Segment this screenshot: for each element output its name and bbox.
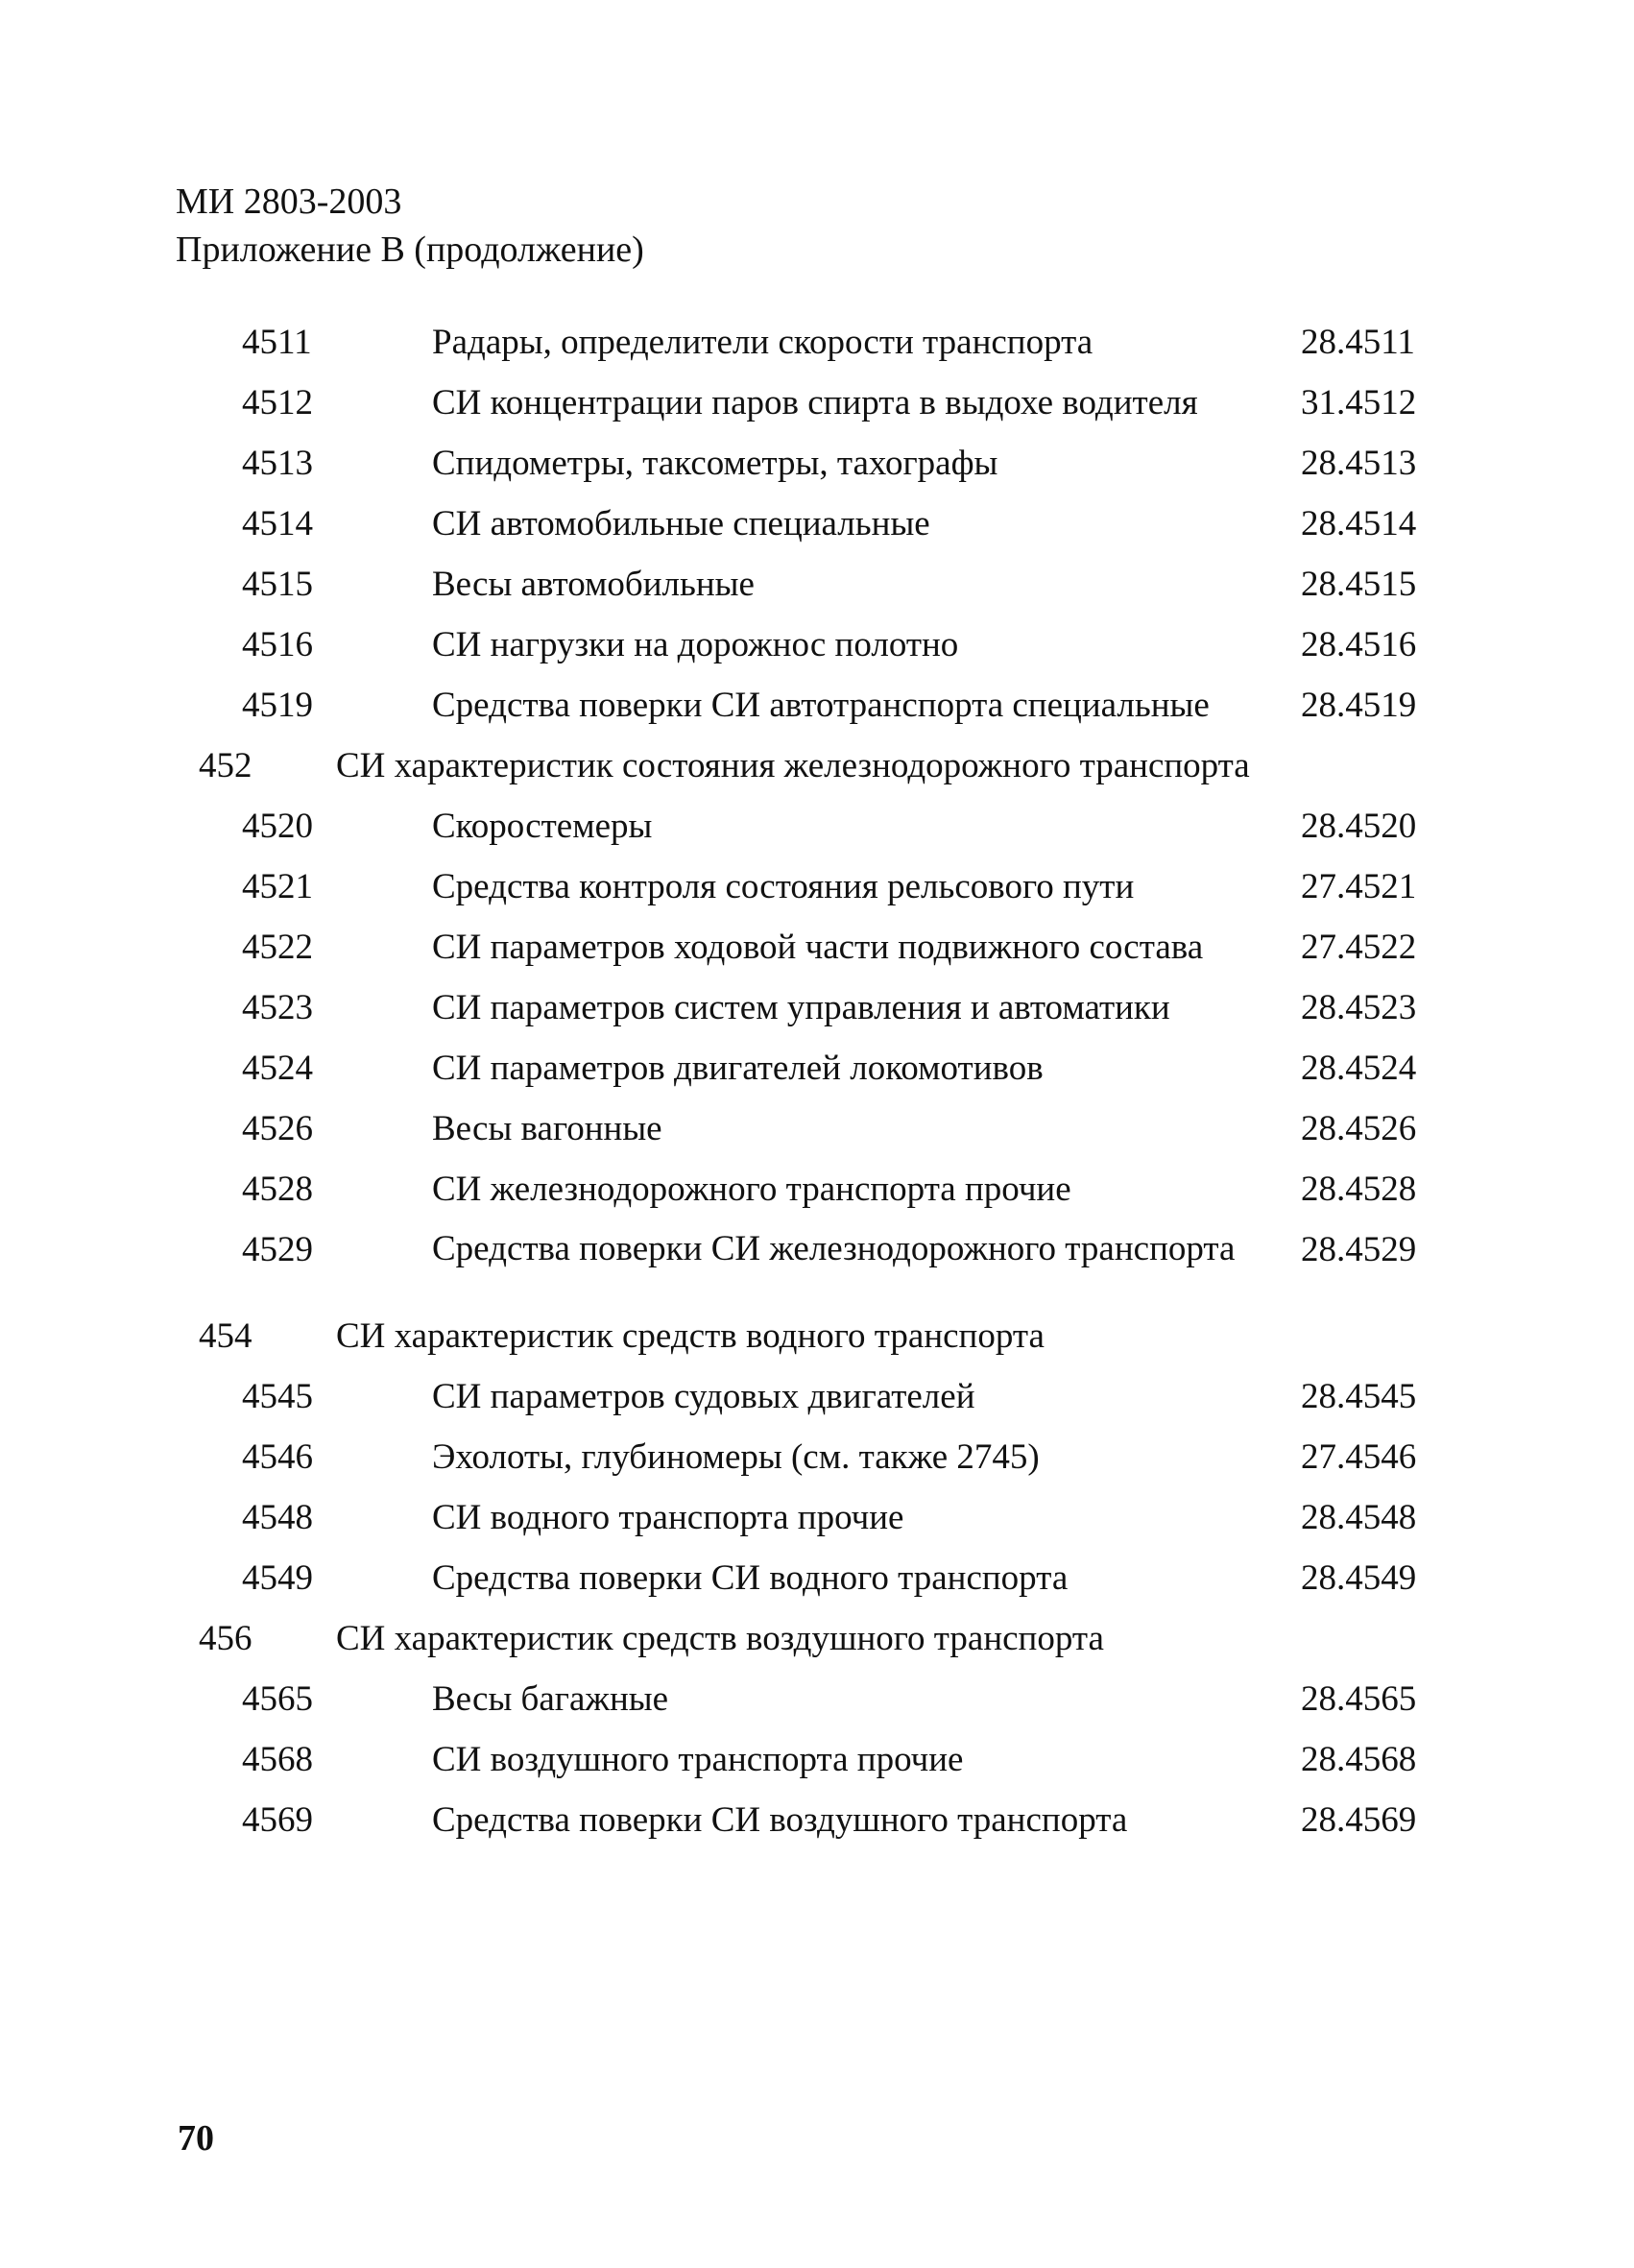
row-code: 4511 (242, 323, 312, 362)
row-name: СИ воздушного транспорта прочие (432, 1740, 964, 1779)
document-id: МИ 2803-2003 (176, 181, 402, 222)
group-code: 454 (199, 1316, 252, 1356)
row-code: 4524 (242, 1049, 313, 1088)
row-ref: 28.4569 (1301, 1800, 1417, 1840)
row-name: СИ автомобильные специальные (432, 504, 930, 543)
row-ref: 27.4546 (1301, 1437, 1417, 1477)
table-row (0, 554, 1634, 615)
group-name: СИ характеристик средств водного транспорта (336, 1316, 1045, 1356)
table-row (0, 1729, 1634, 1790)
row-code: 4516 (242, 625, 313, 664)
row-name: Эхолоты, глубиномеры (см. также 2745) (432, 1437, 1040, 1477)
row-ref: 28.4524 (1301, 1049, 1417, 1088)
row-ref: 28.4549 (1301, 1558, 1417, 1598)
row-ref: 28.4516 (1301, 625, 1417, 664)
row-name: Средства поверки СИ железнодорожного транспорта (432, 1229, 1236, 1268)
table-row (0, 1159, 1634, 1219)
table-row (0, 1427, 1634, 1487)
row-name: СИ водного транспорта прочие (432, 1498, 904, 1537)
row-name: Средства поверки СИ водного транспорта (432, 1558, 1069, 1598)
row-ref: 31.4512 (1301, 383, 1417, 422)
table-row (0, 1790, 1634, 1850)
row-code: 4523 (242, 988, 313, 1027)
table-row (0, 1487, 1634, 1548)
row-code: 4529 (242, 1230, 313, 1269)
row-code: 4569 (242, 1800, 313, 1840)
row-ref: 28.4514 (1301, 504, 1417, 543)
group-heading (0, 1306, 1634, 1366)
row-code: 4520 (242, 807, 313, 846)
row-name: Спидометры, таксометры, тахографы (432, 444, 998, 483)
row-ref: 28.4515 (1301, 565, 1417, 604)
document-header (176, 178, 644, 274)
row-code: 4526 (242, 1109, 313, 1148)
row-ref: 28.4548 (1301, 1498, 1417, 1537)
table-row (0, 857, 1634, 917)
row-ref: 28.4526 (1301, 1109, 1417, 1148)
row-ref: 28.4523 (1301, 988, 1417, 1027)
row-ref: 27.4521 (1301, 867, 1417, 906)
row-name: Радары, определители скорости транспорта (432, 323, 1093, 362)
page-number: 70 (178, 2118, 214, 2159)
group-code: 452 (199, 746, 252, 785)
row-code: 4568 (242, 1740, 313, 1779)
row-name: Средства поверки СИ автотранспорта специальные (432, 686, 1210, 725)
row-code: 4545 (242, 1377, 313, 1416)
row-ref: 28.4519 (1301, 686, 1417, 725)
group-heading (0, 736, 1634, 796)
table-row (0, 977, 1634, 1038)
row-name: Средства контроля состояния рельсового пути (432, 867, 1135, 906)
row-code: 4521 (242, 867, 313, 906)
group-name: СИ характеристик состояния железнодорожного транспорта (336, 746, 1250, 785)
table-row (0, 1669, 1634, 1729)
row-ref: 28.4568 (1301, 1740, 1417, 1779)
row-code: 4522 (242, 928, 313, 967)
row-ref: 28.4529 (1301, 1230, 1417, 1269)
row-name: СИ параметров систем управления и автоматики (432, 988, 1170, 1027)
row-name: Весы багажные (432, 1679, 669, 1719)
table-row (0, 1098, 1634, 1159)
row-code: 4565 (242, 1679, 313, 1719)
row-ref: 28.4565 (1301, 1679, 1417, 1719)
table-row (0, 312, 1634, 373)
row-ref: 28.4528 (1301, 1170, 1417, 1209)
row-ref: 28.4545 (1301, 1377, 1417, 1416)
row-code: 4515 (242, 565, 313, 604)
table-row (0, 1219, 1634, 1306)
row-name: Весы вагонные (432, 1109, 662, 1148)
row-ref: 28.4513 (1301, 444, 1417, 483)
row-ref: 28.4520 (1301, 807, 1417, 846)
row-name: СИ параметров ходовой части подвижного состава (432, 928, 1204, 967)
row-code: 4519 (242, 686, 313, 725)
row-name: Средства поверки СИ воздушного транспорта (432, 1800, 1128, 1840)
row-ref: 27.4522 (1301, 928, 1417, 967)
row-name: СИ нагрузки на дорожнос полотно (432, 625, 959, 664)
table-row (0, 615, 1634, 675)
group-code: 456 (199, 1619, 252, 1658)
row-code: 4513 (242, 444, 313, 483)
row-name: СИ параметров двигателей локомотивов (432, 1049, 1044, 1088)
table-row (0, 917, 1634, 977)
row-code: 4549 (242, 1558, 313, 1598)
row-name: СИ параметров судовых двигателей (432, 1377, 975, 1416)
row-name: СИ концентрации паров спирта в выдохе водителя (432, 383, 1198, 422)
table-row (0, 373, 1634, 433)
table-row (0, 675, 1634, 736)
row-code: 4528 (242, 1170, 313, 1209)
group-name: СИ характеристик средств воздушного транспорта (336, 1619, 1104, 1658)
table-row (0, 1038, 1634, 1098)
document-subtitle: Приложение В (продолжение) (176, 229, 644, 270)
row-name: Весы автомобильные (432, 565, 755, 604)
table-row (0, 796, 1634, 857)
row-code: 4546 (242, 1437, 313, 1477)
group-heading (0, 1608, 1634, 1669)
table-row (0, 1548, 1634, 1608)
row-code: 4514 (242, 504, 313, 543)
classification-table (0, 312, 1634, 1850)
row-ref: 28.4511 (1301, 323, 1415, 362)
table-row (0, 1366, 1634, 1427)
row-name: СИ железнодорожного транспорта прочие (432, 1170, 1071, 1209)
row-code: 4512 (242, 383, 313, 422)
table-row (0, 494, 1634, 554)
table-row (0, 433, 1634, 494)
row-name: Скоростемеры (432, 807, 653, 846)
row-code: 4548 (242, 1498, 313, 1537)
